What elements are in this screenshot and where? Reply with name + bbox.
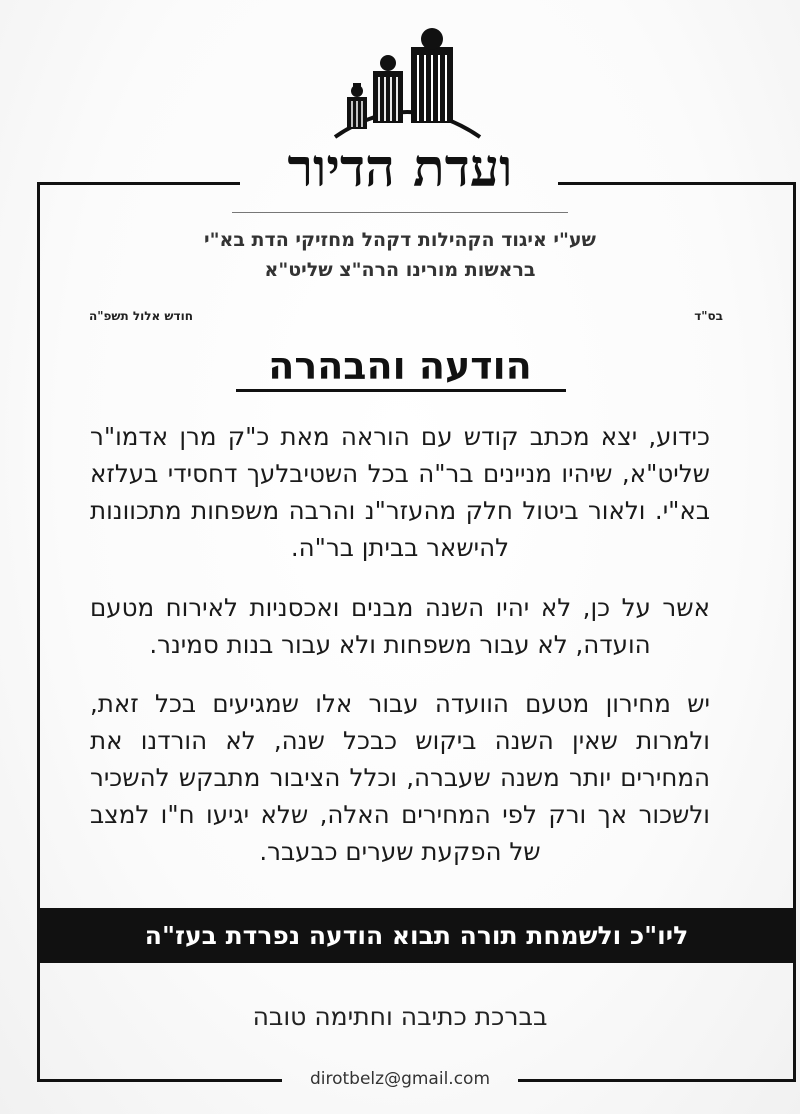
organization-subtitle: שע"י איגוד הקהילות דקהל מחזיקי הדת בא"י [204,229,596,251]
date-label: חודש אלול תשפ"ה [89,309,193,323]
skyline-logo-icon [325,25,490,140]
paragraph-1: כידוע, יצא מכתב קודש עם הוראה מאת כ"ק מרן אדמו"ר שליט"א, שיהיו מניינים בר"ה בכל השטיבלעך דחסידי בעלזא בא"י. ולאור ביטול חלק מהעזר"נ והרבה משפחות מתכוונות להישאר בביתן בר"ה. [90,422,710,562]
paragraph-2: אשר על כן, לא יהיו השנה מבנים ואכסניות לאירוח מטעם הועדה, לא עבור משפחות ולא עבור בנות סמינר. [90,593,710,659]
organization-title: ועדת הדיור [287,138,513,199]
notice-headline: הודעה והבהרה [268,344,532,388]
title-divider [232,212,568,213]
closing-blessing: בברכת כתיבה וחתימה טובה [252,1002,548,1031]
banner-text: ליו"כ ולשמחת תורה תבוא הודעה נפרדת בעז"ה [144,921,689,950]
leadership-line: בראשות מורינו הרה"צ שליט"א [264,259,536,281]
bsd-mark: בס"ד [694,309,723,323]
paragraph-3: יש מחירון מטעם הוועדה עבור אלו שמגיעים בכל זאת, ולמרות שאין השנה ביקוש כבכל שנה, לא הורדנו את המחירים יותר משנה שעברה, וכלל הציבור מתבקש להשכיר ולשכור אך ורק לפי המחירים האלה, שלא יגיעו ח"ו למצב של הפקעת שערים כבעבר. [90,689,710,866]
notice-banner [37,908,796,963]
contact-email: dirotbelz@gmail.com [309,1069,491,1089]
headline-underline [236,389,566,392]
